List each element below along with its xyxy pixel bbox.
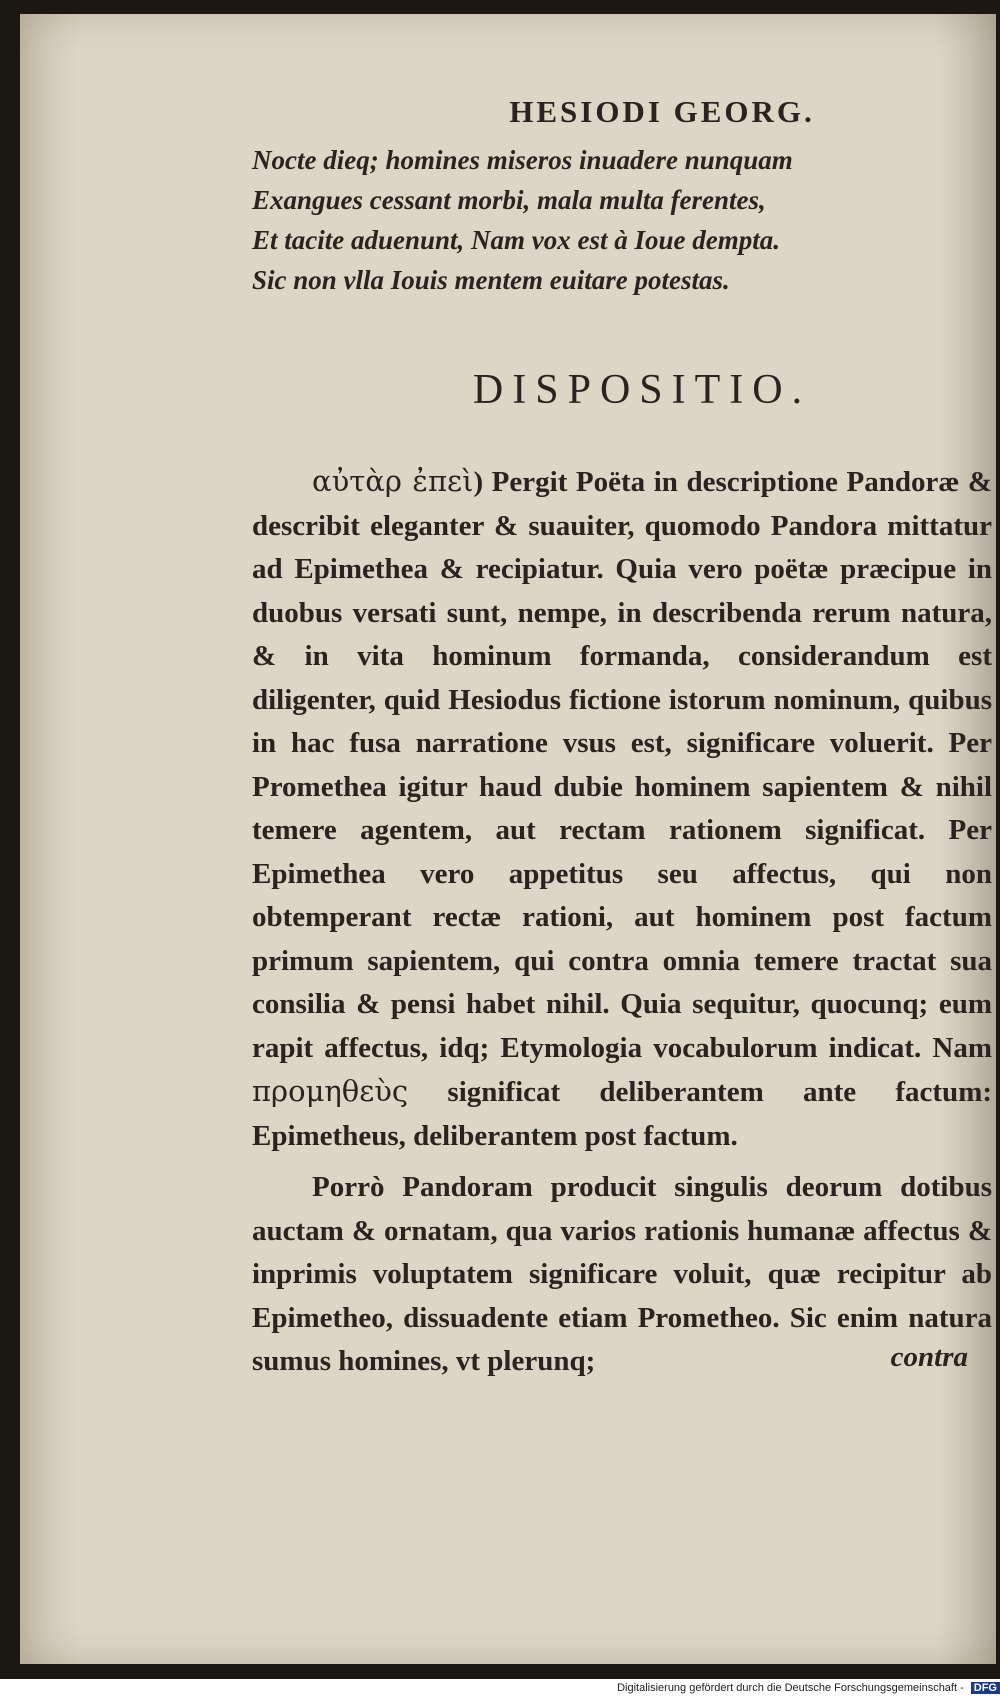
text-block [252,94,992,1384]
paragraph-1-text-end: significat deliberantem ante factum: Epimetheus, deliberantem post factum. [252,1076,993,1152]
greek-word: προμηθεὺς [252,1074,409,1108]
book-page [20,14,996,1664]
paragraph-2: Porrò Pandoram producit singulis deorum dotibus auctam & ornatam, qua varios rationis humanæ affectus & inprimis voluptatem significare voluit, quæ recipitur ab Epimetheo, dissuadente etiam Prometheo. Sic enim natura sumus homines, vt plerunq; [252,1171,992,1377]
paragraph-1-text: ) Pergit Poëta in descriptione Pandoræ & describit eleganter & suauiter, quomodo Pandora mittatur ad Epimethea & recipiatur. Quia vero poëtæ præcipue in duobus versati sunt, nempe, in describenda rerum natura, & in vita hominum formanda, considerandum est diligenter, quid Hesiodus fictione istorum nominum, quibus in hac fusa narratione vsus est, significare voluerit. Per Promethea igitur haud dubie hominem sapientem & nihil temere agentem, aut rectam rationem significat. Per Epimethea vero appetitus seu affectus, qui non obtemperant rectæ rationi, aut hominem post factum primum sapientem, qui contra omnia temere tractat sua consilia & pensi habet nihil. Quia sequitur, quocunq; eum rapit affectus, idq; Etymologia vocabulorum indicat. Nam [252,466,992,1064]
running-head: HESIODI GEORG. [509,94,815,129]
verse-line: Sic non vlla Iouis mentem euitare potestas. [252,265,730,295]
section-title: DISPOSITIO. [472,367,812,413]
catchword: contra [890,1341,968,1373]
footer-text: Digitalisierung gefördert durch die Deutsche Forschungsgemeinschaft - [617,1682,964,1694]
greek-lemma: αὐτὰρ ἐπεὶ [312,464,474,498]
verse-line: Exangues cessant morbi, mala multa ferentes, [252,185,766,215]
digitization-footer [0,1679,1000,1697]
verse-block [252,140,992,300]
paragraph-1 [252,460,992,1158]
dfg-logo: DFG [971,1682,1000,1694]
verse-line: Nocte dieq; homines miseros inuadere nunquam [252,145,793,175]
verse-line: Et tacite aduenunt, Nam vox est à Ioue dempta. [252,225,781,255]
